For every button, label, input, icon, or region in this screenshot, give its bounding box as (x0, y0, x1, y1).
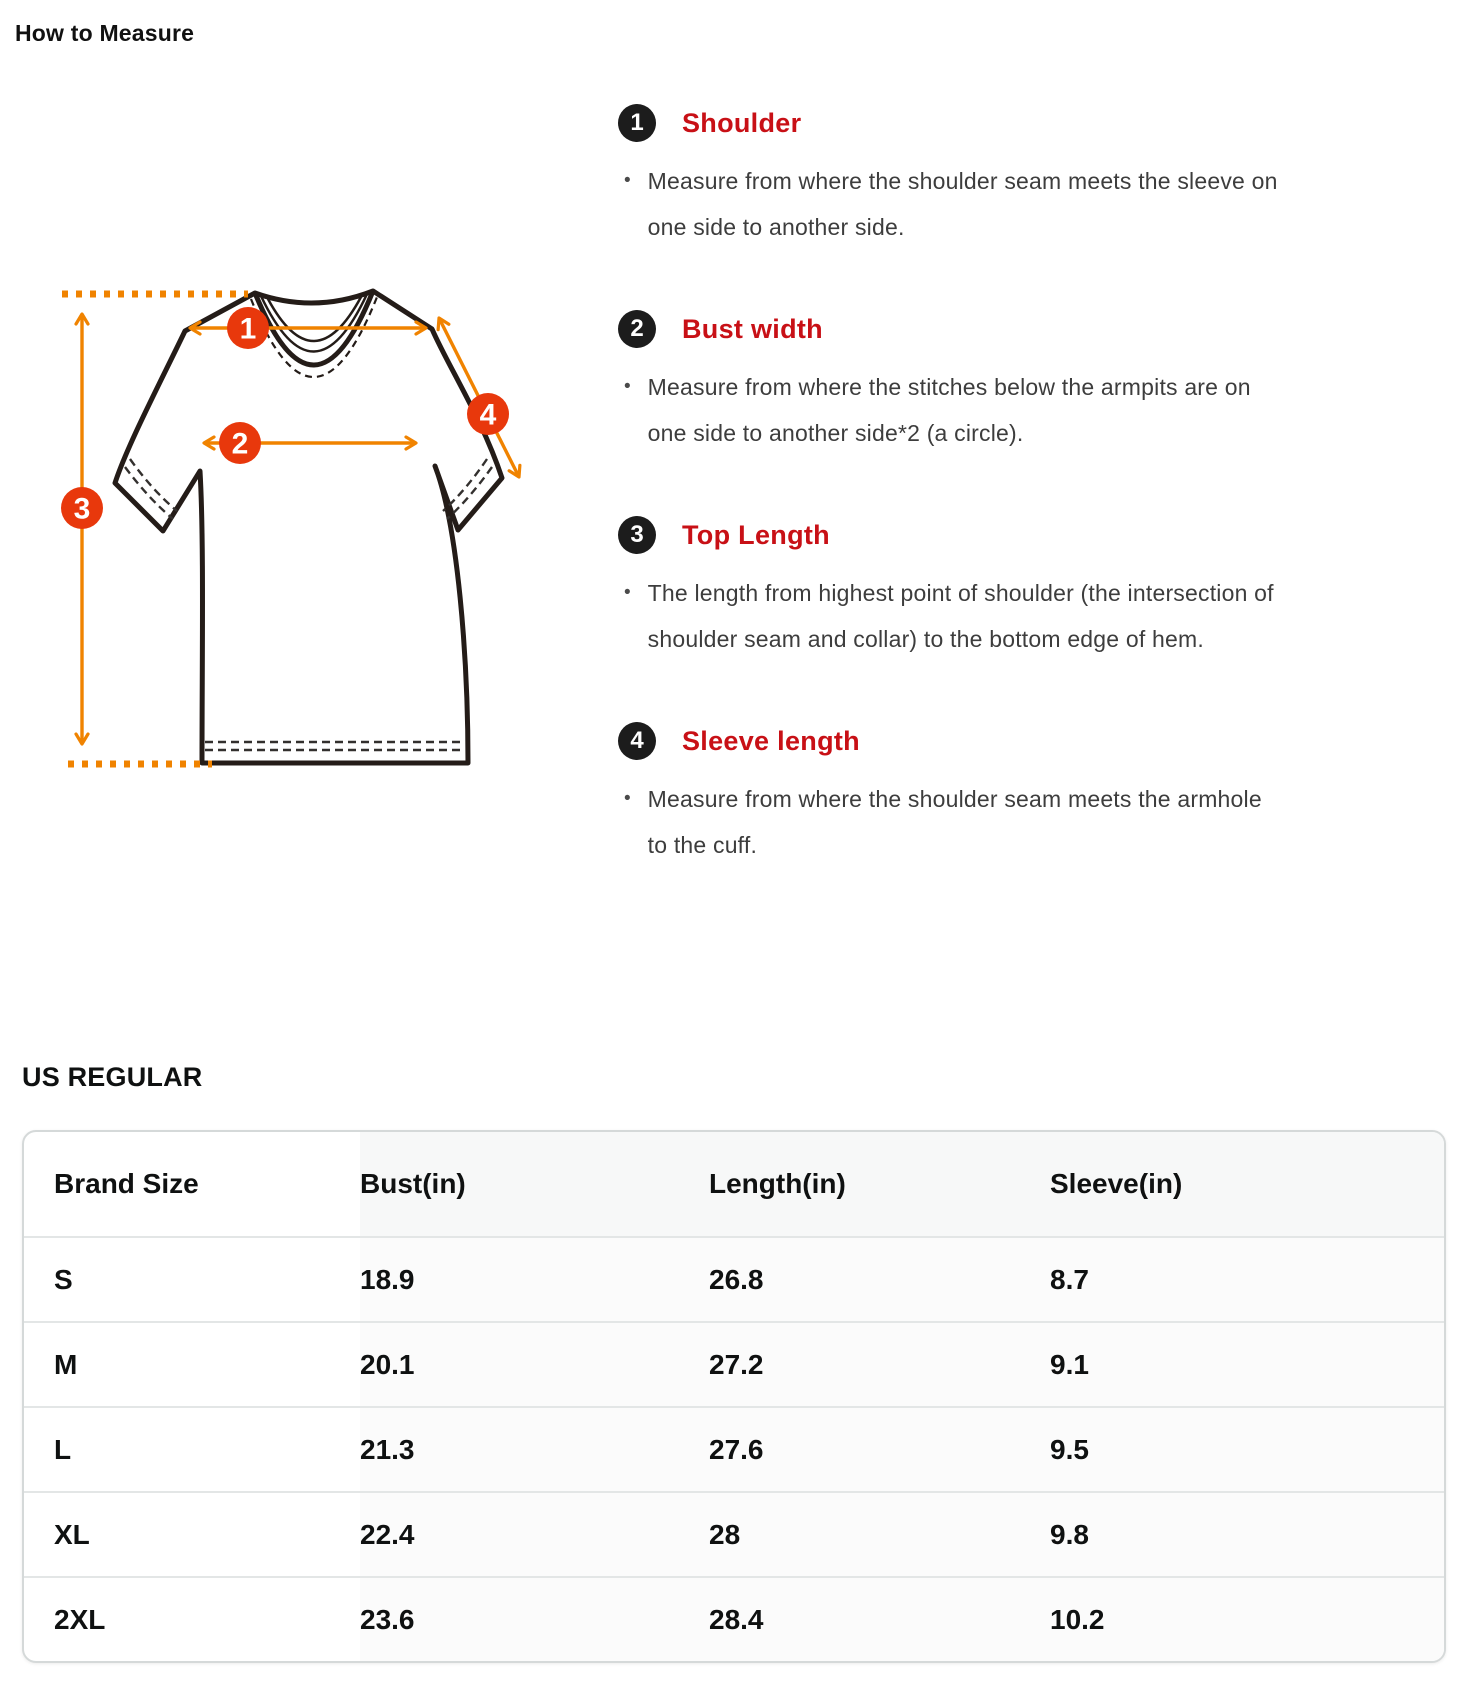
tshirt-measure-diagram (30, 278, 590, 778)
step-shoulder (618, 104, 1358, 250)
step-sleeve-length (618, 722, 1358, 868)
step-title: Top Length (682, 519, 830, 550)
table-header-row (24, 1132, 1444, 1237)
cell-bust: 20.1 (360, 1322, 709, 1407)
step-badge: 2 (618, 310, 656, 348)
cell-brand-size: M (54, 1348, 78, 1380)
column-header-length: Length(in) (709, 1132, 1050, 1237)
page-title: How to Measure (15, 20, 195, 46)
cell-brand-size: XL (54, 1518, 90, 1550)
measure-instructions (618, 104, 1358, 928)
list-item (618, 158, 1324, 250)
step-badge: 4 (618, 722, 656, 760)
step-badge: 3 (618, 516, 656, 554)
cell-sleeve: 9.8 (1050, 1492, 1444, 1577)
cell-length: 27.2 (709, 1322, 1050, 1407)
svg-text:3: 3 (73, 492, 91, 526)
cell-length: 27.6 (709, 1407, 1050, 1492)
cell-bust: 21.3 (360, 1407, 709, 1492)
list-item (618, 776, 1324, 868)
cell-sleeve: 8.7 (1050, 1237, 1444, 1322)
table-row (24, 1237, 1444, 1322)
cell-sleeve: 9.5 (1050, 1407, 1444, 1492)
marker-1 (227, 307, 269, 349)
cell-sleeve: 10.2 (1050, 1577, 1444, 1661)
step-title: Sleeve length (682, 725, 860, 756)
marker-2 (219, 422, 261, 464)
cell-brand-size: S (54, 1263, 73, 1295)
table-row (24, 1407, 1444, 1492)
cell-bust: 23.6 (360, 1577, 709, 1661)
size-section-heading: US REGULAR (22, 1062, 203, 1092)
step-bust-width (618, 310, 1358, 456)
marker-4 (467, 393, 509, 435)
list-item (618, 570, 1324, 662)
step-badge: 1 (618, 104, 656, 142)
cell-bust: 18.9 (360, 1237, 709, 1322)
step-title: Bust width (682, 313, 823, 344)
instruction-text: • Measure from where the shoulder seam meets the armhole to the cuff. (647, 786, 1262, 858)
svg-text:2: 2 (231, 427, 249, 461)
svg-text:1: 1 (239, 312, 257, 346)
instruction-text: • The length from highest point of shoulder (the intersection of shoulder seam and collar) to the bottom edge of hem. (647, 580, 1274, 652)
cell-length: 28 (709, 1492, 1050, 1577)
cell-brand-size: 2XL (54, 1603, 106, 1635)
instruction-text: • Measure from where the stitches below the armpits are on one side to another side*2 (a circle). (647, 374, 1251, 446)
size-table (24, 1132, 1444, 1661)
instruction-text: • Measure from where the shoulder seam meets the sleeve on one side to another side. (647, 168, 1278, 240)
cell-bust: 22.4 (360, 1492, 709, 1577)
column-header-sleeve: Sleeve(in) (1050, 1132, 1444, 1237)
table-row (24, 1577, 1444, 1661)
size-table-container (22, 1130, 1446, 1663)
list-item (618, 364, 1324, 456)
marker-3 (61, 487, 103, 529)
step-top-length (618, 516, 1358, 662)
step-title: Shoulder (682, 107, 802, 138)
table-row (24, 1492, 1444, 1577)
table-row (24, 1322, 1444, 1407)
column-header-bust: Bust(in) (360, 1132, 709, 1237)
cell-length: 28.4 (709, 1577, 1050, 1661)
svg-text:4: 4 (479, 398, 497, 432)
tshirt-outline (115, 291, 502, 763)
cell-brand-size: L (54, 1433, 72, 1465)
cell-length: 26.8 (709, 1237, 1050, 1322)
cell-sleeve: 9.1 (1050, 1322, 1444, 1407)
column-header-brand-size: Brand Size (54, 1168, 199, 1199)
